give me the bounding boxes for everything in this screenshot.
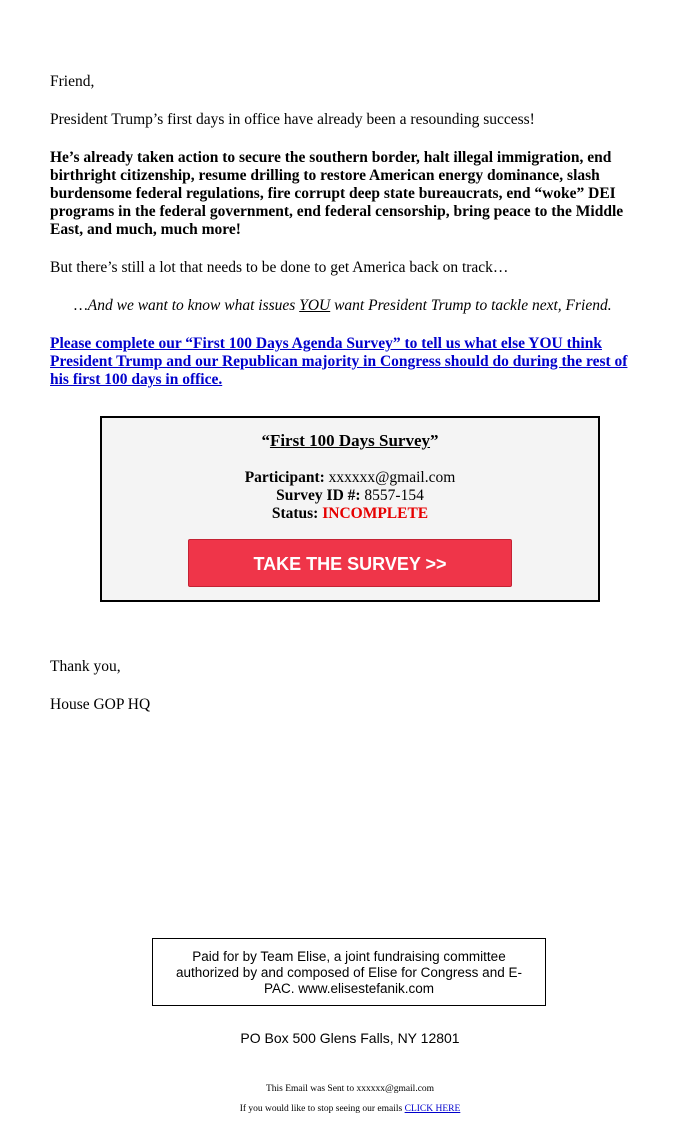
survey-card — [100, 416, 600, 602]
accomplishments-paragraph: He’s already taken action to secure the southern border, halt illegal immigration, end birthright citizenship, resume drilling to restore American energy dominance, slash burdensome federal regulations, fire corrupt deep state bureaucrats, end “woke” DEI programs in the federal government, end federal censorship, bring peace to the Middle East, and much, much more! — [50, 149, 624, 238]
participant-row — [102, 469, 598, 487]
status-row — [102, 505, 598, 523]
survey-link[interactable]: Please complete our “First 100 Days Agenda Survey” to tell us what else YOU think President Trump and our Republican majority in Congress should do during the rest of his first 100 days in office. — [50, 335, 628, 388]
survey-id-label: Survey ID #: — [276, 487, 361, 504]
signature: House GOP HQ — [50, 696, 151, 713]
status-badge: INCOMPLETE — [318, 505, 429, 522]
paid-for-disclaimer: Paid for by Team Elise, a joint fundraising committee authorized by and composed of Elise for Congress and E-PAC. www.elisestefanik.com — [152, 938, 546, 1006]
closing: Thank you, — [50, 658, 121, 675]
unsubscribe-text: If you would like to stop seeing our emails — [239, 1104, 405, 1114]
survey-info — [102, 469, 598, 523]
mailing-address: PO Box 500 Glens Falls, NY 12801 — [240, 1030, 460, 1046]
survey-title — [102, 431, 598, 451]
participant-label: Participant: — [244, 469, 325, 486]
unsubscribe-link[interactable]: CLICK HERE — [404, 1104, 461, 1114]
survey-title-text: First 100 Days Survey — [269, 431, 431, 450]
take-survey-button[interactable]: TAKE THE SURVEY >> — [188, 539, 512, 587]
intro-paragraph: President Trump’s first days in office have already been a resounding success! — [50, 111, 535, 128]
status-label: Status: — [271, 505, 319, 522]
italic-question — [74, 297, 654, 315]
italic-after: want President Trump to tackle next, Friend. — [330, 297, 612, 314]
sent-to-line: This Email was Sent to xxxxxx@gmail.com — [265, 1084, 435, 1094]
participant-value: xxxxxx@gmail.com — [324, 469, 456, 486]
survey-id-value: 8557-154 — [360, 487, 424, 504]
greeting: Friend, — [50, 73, 95, 90]
survey-title-close-quote: ” — [430, 431, 439, 450]
track-paragraph: But there’s still a lot that needs to be done to get America back on track… — [50, 259, 509, 276]
unsubscribe-line — [0, 1103, 700, 1115]
italic-before: …And we want to know what issues — [74, 297, 300, 314]
italic-emphasis: YOU — [299, 297, 331, 314]
survey-title-open-quote: “ — [261, 431, 270, 450]
survey-id-row — [102, 487, 598, 505]
